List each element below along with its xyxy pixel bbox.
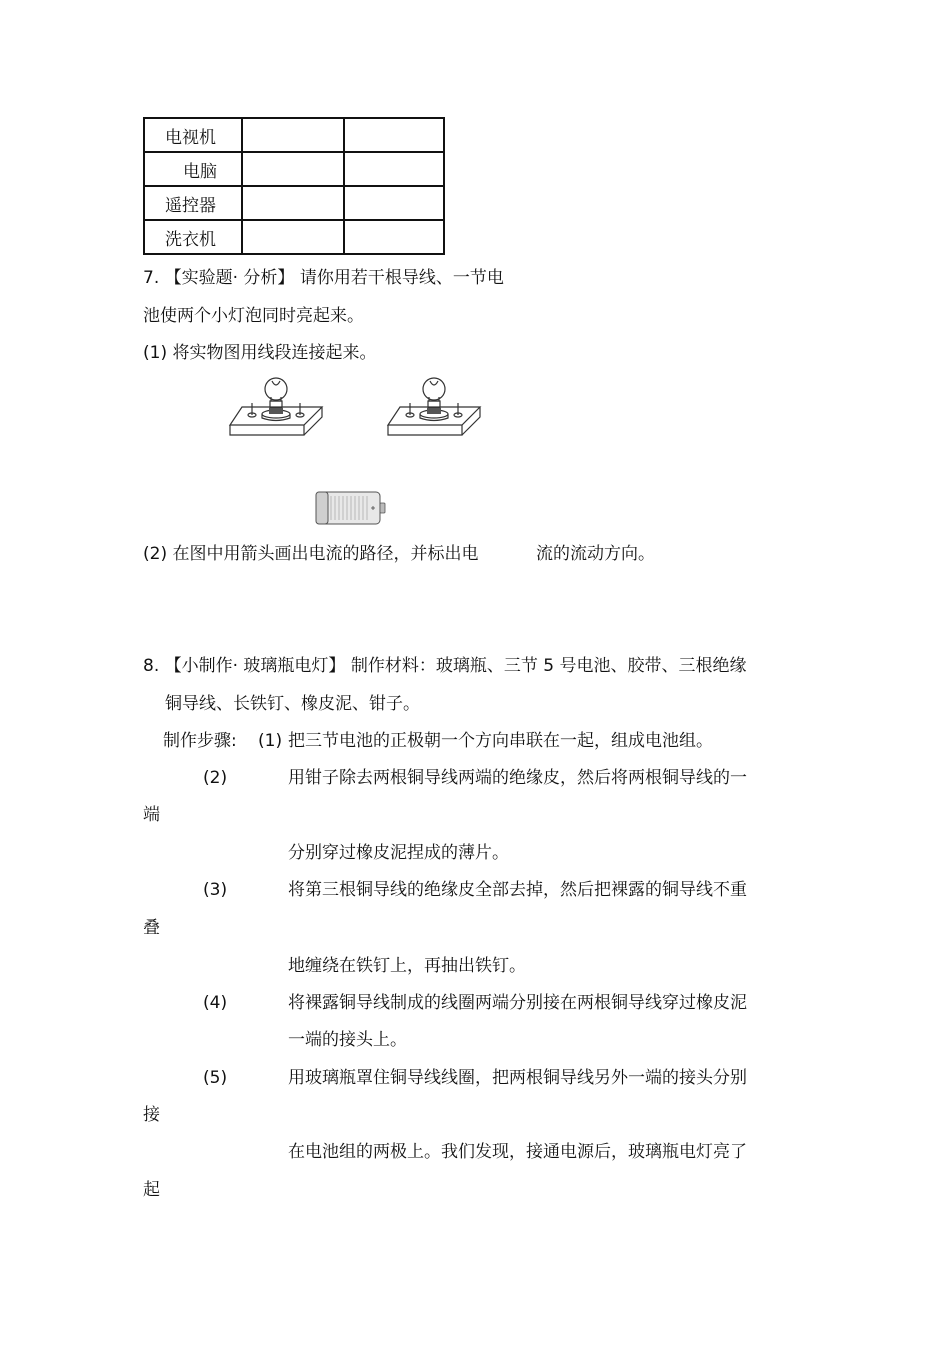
q8-step5-wrap2: 起 (143, 1180, 160, 1200)
q7-prompt-line2: 池使两个小灯泡同时亮起来。 (143, 306, 364, 326)
table-cell-name: 洗衣机 (144, 220, 242, 254)
table-row (144, 118, 444, 152)
q8-step2-num: (2) (203, 768, 228, 788)
appliance-table (143, 117, 445, 255)
table-row (144, 220, 444, 254)
q8-step2-line2: 分别穿过橡皮泥捏成的薄片。 (288, 843, 509, 863)
q8-step4-line1: 将裸露铜导线制成的线圈两端分别接在两根铜导线穿过橡皮泥 (288, 993, 747, 1013)
table-cell-blank (242, 152, 344, 186)
q8-step1-text: 把三节电池的正极朝一个方向串联在一起，组成电池组。 (288, 731, 713, 751)
q8-step5-num: (5) (203, 1068, 228, 1088)
q8-prompt-line1: 8. 【小制作· 玻璃瓶电灯】 制作材料：玻璃瓶、三节 5 号电池、胶带、三根绝缘 (143, 656, 747, 676)
table-row (144, 186, 444, 220)
table-cell-blank (344, 186, 444, 220)
q7-part2-b: 流的流动方向。 (536, 544, 655, 564)
table-cell-blank (242, 186, 344, 220)
battery-icon (313, 488, 389, 528)
q7-prompt-line1: 7. 【实验题· 分析】 请你用若干根导线、一节电 (143, 268, 504, 288)
q7-part1: (1) 将实物图用线段连接起来。 (143, 343, 377, 363)
q8-step3-line1: 将第三根铜导线的绝缘皮全部去掉，然后把裸露的铜导线不重 (288, 880, 747, 900)
q7-part2-a: (2) 在图中用箭头画出电流的路径，并标出电 (143, 544, 479, 564)
q8-step2-wrap: 端 (143, 805, 160, 825)
table-cell-blank (344, 152, 444, 186)
bulb-board-left-icon (226, 373, 330, 439)
q8-step4-num: (4) (203, 993, 228, 1013)
table-row (144, 152, 444, 186)
table-cell-name: 电脑 (144, 152, 242, 186)
q8-step1-num: (1) (258, 731, 283, 751)
q8-step3-wrap: 叠 (143, 918, 160, 938)
table-cell-blank (344, 118, 444, 152)
q8-step5-wrap1: 接 (143, 1105, 160, 1125)
q8-prompt-line2: 铜导线、长铁钉、橡皮泥、钳子。 (165, 694, 420, 714)
bulb-board-right-icon (384, 373, 488, 439)
q8-step3-line2: 地缠绕在铁钉上，再抽出铁钉。 (288, 956, 526, 976)
q8-step5-line1: 用玻璃瓶罩住铜导线线圈，把两根铜导线另外一端的接头分别 (288, 1068, 747, 1088)
table-cell-name: 遥控器 (144, 186, 242, 220)
q8-step4-line2: 一端的接头上。 (288, 1030, 407, 1050)
q8-step2-line1: 用钳子除去两根铜导线两端的绝缘皮，然后将两根铜导线的一 (288, 768, 747, 788)
q8-step5-line2: 在电池组的两极上。我们发现，接通电源后，玻璃瓶电灯亮了 (288, 1142, 747, 1162)
table-cell-blank (242, 118, 344, 152)
q8-step3-num: (3) (203, 880, 228, 900)
table-cell-name: 电视机 (144, 118, 242, 152)
table-cell-blank (242, 220, 344, 254)
table-cell-blank (344, 220, 444, 254)
q8-steps-label: 制作步骤: (163, 731, 237, 751)
